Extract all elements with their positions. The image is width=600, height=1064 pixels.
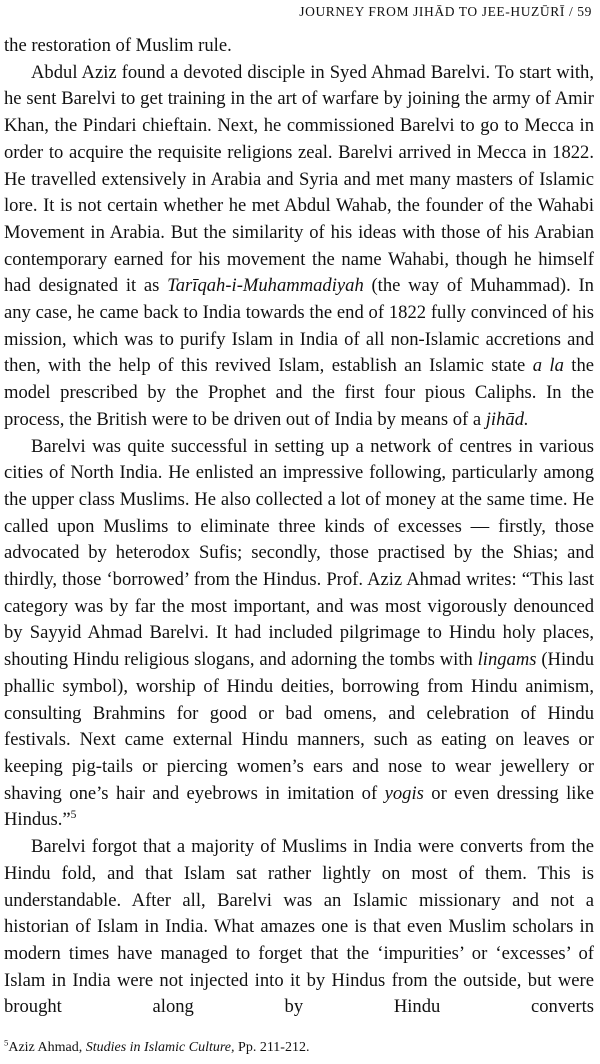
header-separator: / xyxy=(568,4,574,19)
running-title: JOURNEY FROM JIHĀD TO JEE-HUZŪRĪ xyxy=(299,4,565,19)
italic-term: lingams xyxy=(477,649,537,671)
footnote-author: Aziz Ahmad, xyxy=(8,1040,86,1055)
text-run: the restoration of Muslim rule. xyxy=(4,35,232,56)
text-run: (Hindu phallic symbol), worship of Hindu deities, borrowing from Hindu animism, consulting Brahmins for good or bad omens, and celebration of Hindu festivals. Next came external Hindu manners, such as eating on leaves or keeping pig-tails or piercing women’s ears and nose to wear jewellery or shaving one’s hair and eyebrows in imitation of xyxy=(4,649,594,804)
paragraph xyxy=(4,33,594,60)
italic-term: Tarīqah-i-Muhammadiyah xyxy=(167,275,364,297)
footnote-reference: 5 xyxy=(70,809,77,822)
italic-term: a la xyxy=(532,355,564,377)
text-run: (the way of Muhammad). In any case, he came back to India towards the end of 1822 fully convinced of his mission, which was to purify Islam in India of all non-Islamic accretions and then, with the help of this revived Islam, establish an Islamic state xyxy=(4,275,594,377)
italic-term: yogis xyxy=(384,782,424,804)
italic-term: jihād. xyxy=(485,408,529,430)
paragraph xyxy=(4,834,594,1021)
running-header xyxy=(299,4,592,20)
paragraph xyxy=(4,60,594,434)
paragraph xyxy=(4,434,594,835)
text-run: Barelvi was quite successful in setting up a network of centres in various cities of North India. He enlisted an impressive following, particularly among the upper class Muslims. He also collected a lot of money at the same time. He called upon Muslims to eliminate three kinds of excesses — firstly, those advocated by heterodox Sufis; secondly, those practised by the Shias; and thirdly, those ‘borrowed’ from the Hindus. Prof. Aziz Ahmad writes: “This last category was by far the most important, and was most vigorously denounced by Sayyid Ahmad Barelvi. It had included pilgrimage to Hindu holy places, shouting Hindu religious slogans, and adorning the tombs with xyxy=(4,435,594,671)
body-text xyxy=(4,33,594,1021)
footnote-pages: Pp. 211-212. xyxy=(234,1040,310,1055)
text-run: the model prescribed by the Prophet and the first four pious Caliphs. In the process, the British were to be driven out of India by means of a xyxy=(4,355,594,430)
footnote xyxy=(4,1037,310,1056)
text-run: Abdul Aziz found a devoted disciple in Syed Ahmad Barelvi. To start with, he sent Barelvi to get training in the art of warfare by joining the army of Amir Khan, the Pindari chieftain. Next, he commissioned Barelvi to go to Mecca in order to acquire the requisite religions zeal. Barelvi arrived in Mecca in 1822. He travelled extensively in Arabia and Syria and met many masters of Islamic lore. It is not certain whether he met Abdul Wahab, the founder of the Wahabi Movement in Arabia. But the similarity of his ideas with those of his Arabian contemporary earned for his movement the name Wahabi, though he himself had designated it as xyxy=(4,61,594,297)
text-run: or even dressing like Hindus.” xyxy=(4,782,594,831)
footnote-book-title: Studies in Islamic Culture, xyxy=(85,1040,235,1055)
page-number: 59 xyxy=(577,4,592,19)
text-run: Barelvi forgot that a majority of Muslims in India were converts from the Hindu fold, and that Islam sat rather lightly on most of them. This is understandable. After all, Barelvi was an Islamic missionary and not a historian of Islam in India. What amazes one is that even Muslim scholars in modern times have managed to forget that the ‘impurities’ or ‘excesses’ of Islam in India were not injected into it by Hindus from the outside, but were brought along by Hindu converts xyxy=(4,836,594,1018)
footnote-mark: 5 xyxy=(4,1037,9,1048)
